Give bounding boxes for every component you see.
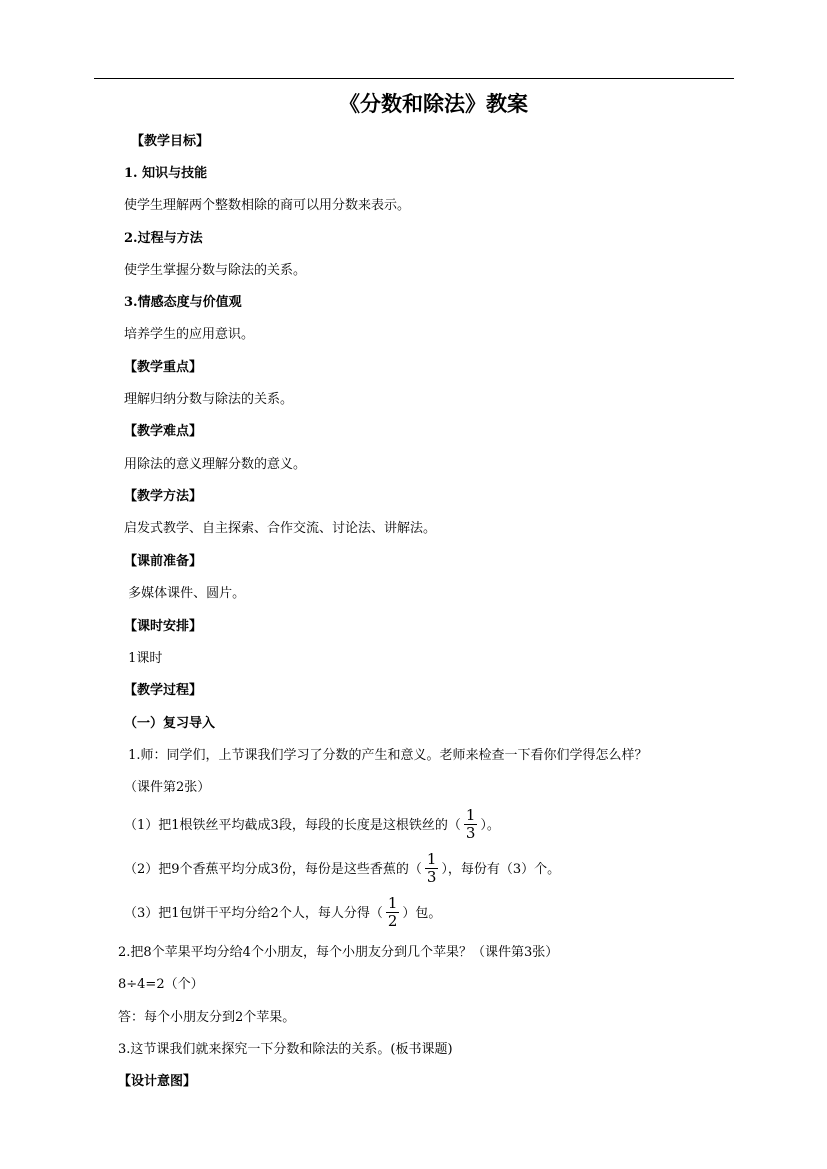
- fraction: [425, 851, 439, 886]
- fraction: [386, 895, 400, 930]
- heading-teaching-process: 【教学过程】: [124, 683, 203, 698]
- fraction-denominator: 3: [465, 824, 476, 842]
- paragraph: 3.这节课我们就来探究一下分数和除法的关系。(板书课题): [118, 1042, 453, 1057]
- subheading-process-method: 2.过程与方法: [124, 231, 203, 246]
- fraction-numerator: 1: [426, 850, 437, 868]
- paragraph: 8÷4=2（个）: [118, 977, 204, 992]
- heading-schedule: 【课时安排】: [124, 619, 203, 634]
- page-title: 《分数和除法》教案: [339, 91, 528, 116]
- question-3-after: ）包。: [402, 906, 442, 921]
- heading-difficulties: 【教学难点】: [124, 424, 203, 439]
- paragraph: 使学生掌握分数与除法的关系。: [124, 263, 307, 278]
- heading-teaching-goals: 【教学目标】: [131, 134, 210, 149]
- paragraph: 1.师：同学们，上节课我们学习了分数的产生和意义。老师来检查一下看你们学得怎么样？: [124, 748, 648, 763]
- heading-key-points: 【教学重点】: [124, 360, 203, 375]
- question-2-after: ），每份有（3）个。: [441, 862, 561, 877]
- paragraph: 理解归纳分数与除法的关系。: [124, 392, 294, 407]
- question-1-after: ）。: [480, 818, 500, 833]
- heading-design-intent: 【设计意图】: [118, 1074, 197, 1089]
- paragraph: 使学生理解两个整数相除的商可以用分数来表示。: [124, 198, 411, 213]
- fraction-numerator: 1: [387, 894, 398, 912]
- fraction: [464, 807, 478, 842]
- paragraph: 用除法的意义理解分数的意义。: [124, 457, 307, 472]
- paragraph: （课件第2张）: [124, 780, 211, 795]
- question-2: [124, 852, 560, 887]
- fraction-denominator: 2: [387, 912, 398, 930]
- subheading-review: （一）复习导入: [124, 716, 216, 731]
- question-3-before: （3）把1包饼干平均分给2个人，每人分得（: [124, 906, 383, 921]
- paragraph: 答：每个小朋友分到2个苹果。: [118, 1010, 296, 1025]
- paragraph: 2.把8个苹果平均分给4个小朋友，每个小朋友分到几个苹果？（课件第3张）: [118, 945, 559, 960]
- paragraph: 多媒体课件、圆片。: [124, 586, 246, 601]
- question-1-before: （1）把1根铁丝平均截成3段，每段的长度是这根铁丝的（: [124, 818, 461, 833]
- paragraph: 启发式教学、自主探索、合作交流、讨论法、讲解法。: [124, 521, 437, 536]
- heading-teaching-methods: 【教学方法】: [124, 489, 203, 504]
- fraction-numerator: 1: [465, 806, 476, 824]
- question-1: [124, 808, 500, 843]
- question-3: [124, 896, 441, 931]
- paragraph: 培养学生的应用意识。: [124, 327, 255, 342]
- heading-preparation: 【课前准备】: [124, 554, 203, 569]
- header-rule: [94, 78, 734, 79]
- paragraph: 1课时: [124, 651, 163, 666]
- subheading-attitude-values: 3.情感态度与价值观: [124, 295, 242, 310]
- question-2-before: （2）把9个香蕉平均分成3份，每份是这些香蕉的（: [124, 862, 422, 877]
- fraction-denominator: 3: [426, 868, 437, 886]
- subheading-knowledge-skills: 1. 知识与技能: [124, 166, 208, 181]
